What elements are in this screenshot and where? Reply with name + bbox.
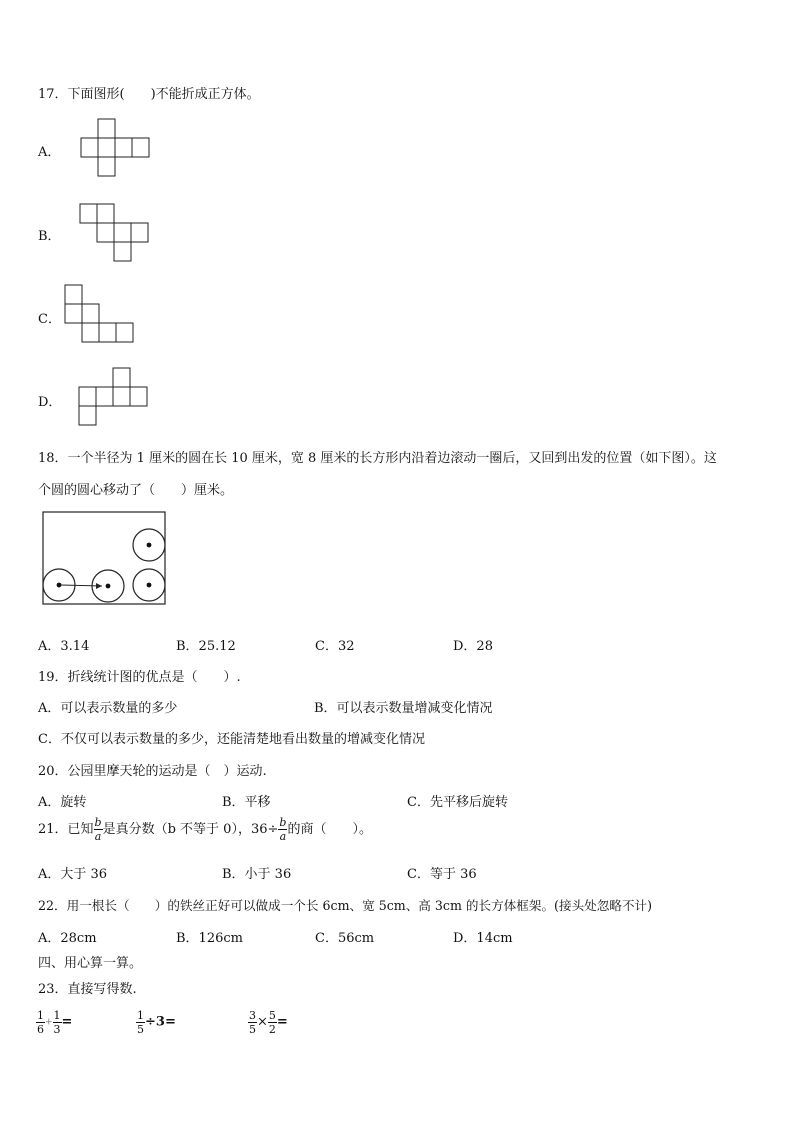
q20-option-c[interactable]: C．先平移后旋转	[407, 795, 508, 810]
q23-expression-1[interactable]: $\frac{1}{6}$ + $\frac{1}{3}$ =	[37, 1009, 73, 1036]
q17-option-d-label: D．	[38, 395, 62, 410]
q21-option-b[interactable]: B．小于 36	[222, 867, 292, 882]
section-4-title: 四、用心算一算。	[38, 956, 143, 971]
q22-option-a[interactable]: A．28cm	[38, 931, 97, 946]
q19-option-a[interactable]: A．可以表示数量的多少	[38, 701, 178, 716]
q18-option-c[interactable]: C．32	[315, 639, 355, 654]
q21-option-c[interactable]: C．等于 36	[407, 867, 477, 882]
q23-expression-3[interactable]: $\frac{3}{5}$ × $\frac{5}{2}$ =	[249, 1009, 288, 1036]
q18-option-a[interactable]: A．3.14	[38, 639, 90, 654]
q17-option-b-label: B．	[38, 229, 61, 244]
q22-text: 22．用一根长（ ）的铁丝正好可以做成一个长 6cm、宽 5cm、高 3cm 的长方体框架。(接头处忽略不计)	[38, 898, 653, 913]
q23-text: 23．直接写得数.	[38, 982, 137, 997]
q17-net-a[interactable]	[80, 118, 152, 178]
q17-net-c[interactable]	[64, 284, 140, 346]
q21-fraction-b-over-a-2: $\frac{b}{a}$	[279, 816, 287, 843]
q22-option-d[interactable]: D．14cm	[453, 931, 513, 946]
q23-expression-2[interactable]: $\frac{1}{5}$ ÷3=	[137, 1009, 176, 1036]
q18-rectangle	[43, 512, 165, 604]
q17-option-a-label: A．	[38, 145, 61, 160]
q21-fraction-b-over-a: $\frac{b}{a}$	[94, 816, 102, 843]
q17-net-b[interactable]	[79, 203, 151, 263]
q20-option-b[interactable]: B．平移	[222, 795, 271, 810]
q20-option-a[interactable]: A．旋转	[38, 795, 87, 810]
q17-option-c-label: C．	[38, 312, 61, 327]
q22-option-b[interactable]: B．126cm	[176, 931, 243, 946]
q19-option-b[interactable]: B．可以表示数量增减变化情况	[314, 701, 493, 716]
q17-net-d[interactable]	[78, 367, 152, 427]
q22-option-c[interactable]: C．56cm	[315, 931, 375, 946]
q20-text: 20．公园里摩天轮的运动是（ ）运动.	[38, 764, 267, 779]
q18-line2: 个圆的圆心移动了（ ）厘米。	[38, 483, 234, 498]
q18-option-b[interactable]: B．25.12	[176, 639, 236, 654]
q18-option-d[interactable]: D．28	[453, 639, 493, 654]
q19-text: 19．折线统计图的优点是（ ）.	[38, 670, 241, 685]
q18-line1: 18．一个半径为 1 厘米的圆在长 10 厘米，宽 8 厘米的长方形内沿着边滚动一圈后，又回到出发的位置（如下图）。这	[38, 451, 717, 466]
q17-text: 17．下面图形( )不能折成正方体。	[38, 87, 260, 102]
q21-text: 21．已知 $\frac{b}{a}$ 是真分数（b 不等于 0），36÷ $\frac{b}{a}$ 的商（ ）。	[38, 816, 372, 843]
q19-option-c[interactable]: C．不仅可以表示数量的多少，还能清楚地看出数量的增减变化情况	[38, 732, 425, 747]
q18-diagram	[40, 510, 170, 608]
q21-option-a[interactable]: A．大于 36	[38, 867, 108, 882]
